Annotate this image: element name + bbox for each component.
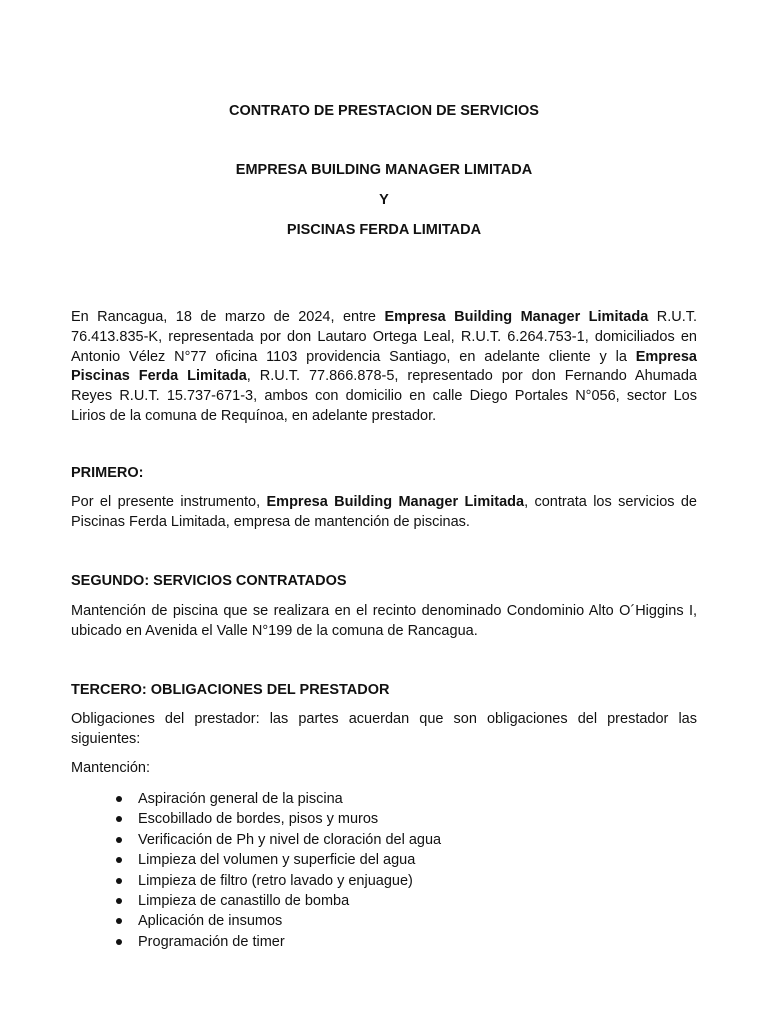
- party-connector: Y: [379, 192, 389, 208]
- list-item: [71, 891, 631, 911]
- primero-bold-client: Empresa Building Manager Limitada: [266, 494, 525, 510]
- intro-text-1: En Rancagua, 18 de marzo de 2024, entre: [71, 309, 385, 325]
- intro-bold-provider: Empresa Piscinas Ferda Limitada: [71, 348, 697, 385]
- list-item-text: Verificación de Ph y nivel de cloración del agua: [138, 831, 442, 848]
- document-title: CONTRATO DE PRESTACION DE SERVICIOS: [229, 103, 539, 119]
- bullet-dot-icon: [116, 857, 122, 863]
- list-item: [71, 871, 631, 891]
- list-item-text: Limpieza del volumen y superficie del agua: [138, 852, 416, 869]
- intro-text-2: R.U.T. 76.413.835-K, representada por don Lautaro Ortega Leal, R.U.T. 6.264.753-1, domiciliados en Antonio Vélez N°77 oficina 1103 providencia Santiago, en adelante cliente y la: [71, 309, 698, 365]
- bullet-dot-icon: [116, 939, 122, 945]
- section-tercero-heading: TERCERO: OBLIGACIONES DEL PRESTADOR: [71, 682, 390, 698]
- bullet-dot-icon: [116, 918, 122, 924]
- list-item-text: Aspiración general de la piscina: [138, 791, 343, 807]
- list-item: [71, 850, 631, 870]
- bullet-dot-icon: [116, 796, 122, 802]
- primero-text-1: Por el presente instrumento,: [71, 494, 267, 510]
- section-primero-paragraph: [71, 493, 697, 533]
- list-item: [71, 932, 631, 952]
- intro-paragraph: [71, 308, 697, 427]
- section-segundo-paragraph: Mantención de piscina que se realizara en el recinto denominado Condominio Alto O´Higgins I, ubicado en Avenida el Valle N°199 de la comuna de Rancagua.: [71, 603, 697, 639]
- list-item: [71, 830, 631, 850]
- intro-text-3: , R.U.T. 77.866.878-5, representado por don Fernando Ahumada Reyes R.U.T. 15.737-671-3, ambos con domicilio en calle Diego Portales N°056, sector Los Lirios de la comuna de Requínoa, en adelante prestador.: [71, 368, 697, 424]
- list-item-text: Aplicación de insumos: [138, 913, 283, 930]
- section-segundo-heading: SEGUNDO: SERVICIOS CONTRATADOS: [71, 573, 347, 589]
- list-item-text: Limpieza de filtro (retro lavado y enjuague): [138, 872, 413, 889]
- bullet-dot-icon: [116, 878, 122, 884]
- section-tercero-paragraph: Obligaciones del prestador: las partes acuerdan que son obligaciones del prestador las siguientes:: [71, 711, 697, 747]
- list-item-text: Limpieza de canastillo de bomba: [138, 893, 350, 910]
- section-primero-heading: PRIMERO:: [71, 465, 144, 481]
- bullet-dot-icon: [116, 837, 122, 843]
- party-one-name: EMPRESA BUILDING MANAGER LIMITADA: [235, 162, 533, 178]
- maintenance-list: [71, 789, 631, 952]
- intro-bold-client: Empresa Building Manager Limitada: [384, 309, 649, 325]
- list-item: [71, 911, 631, 931]
- bullet-dot-icon: [116, 816, 122, 822]
- primero-text-2: , contrata los servicios de Piscinas Ferda Limitada, empresa de mantención de piscinas.: [71, 494, 697, 530]
- party-two-name: PISCINAS FERDA LIMITADA: [286, 222, 482, 238]
- list-item: [71, 789, 631, 809]
- list-item: [71, 809, 631, 829]
- list-item-text: Escobillado de bordes, pisos y muros: [138, 811, 379, 828]
- list-item-text: Programación de timer: [138, 933, 285, 950]
- section-tercero-subheading: Mantención:: [71, 760, 150, 776]
- bullet-dot-icon: [116, 898, 122, 904]
